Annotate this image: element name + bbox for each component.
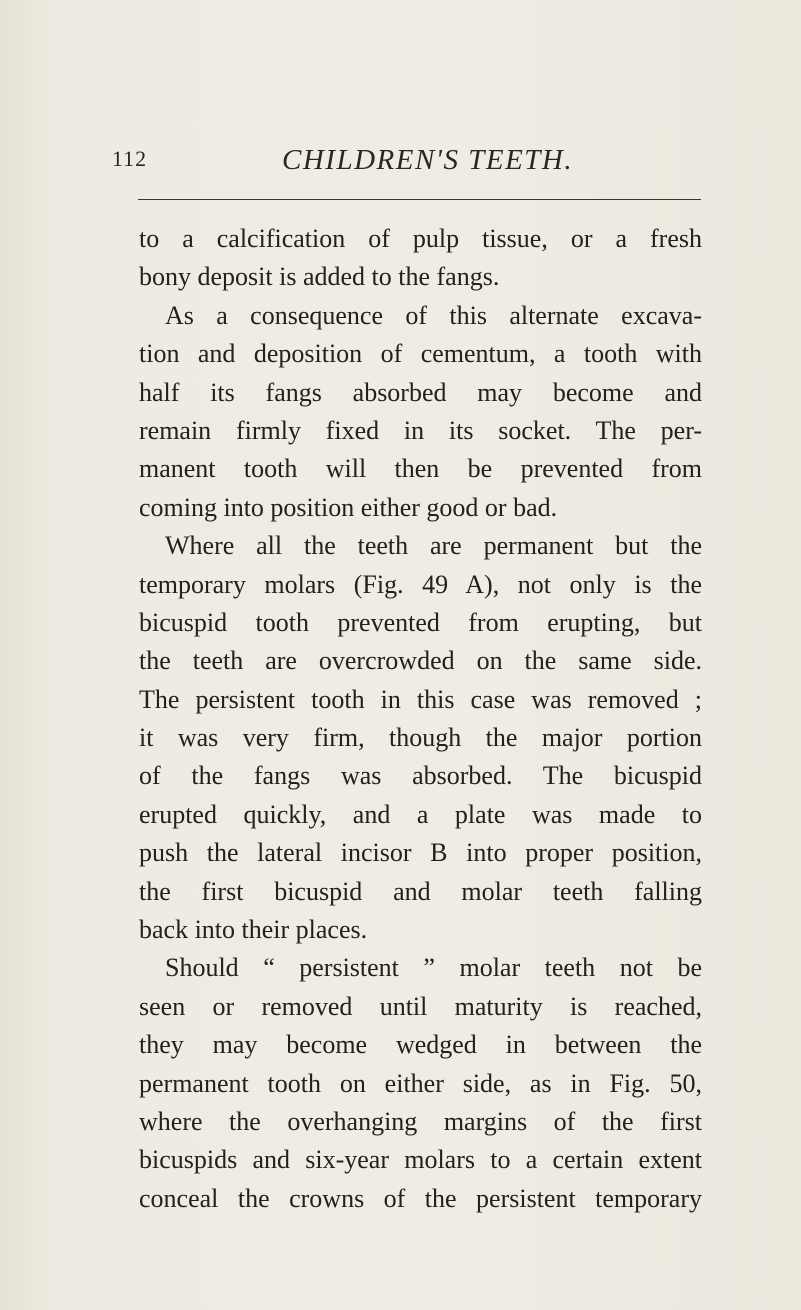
text-line: Should “ persistent ” molar teeth not be bbox=[165, 953, 702, 983]
text-line: bicuspids and six-year molars to a certain extent bbox=[139, 1145, 702, 1175]
text-line: they may become wedged in between the bbox=[139, 1030, 702, 1060]
text-line: half its fangs absorbed may become and bbox=[139, 377, 702, 407]
running-head bbox=[112, 144, 712, 178]
text-line: conceal the crowns of the persistent temporary bbox=[139, 1183, 702, 1213]
text-line: where the overhanging margins of the first bbox=[139, 1106, 702, 1136]
text-line: of the fangs was absorbed. The bicuspid bbox=[139, 761, 702, 791]
text-line: manent tooth will then be prevented from bbox=[139, 454, 702, 484]
body-text bbox=[139, 220, 702, 1218]
text-line: the first bicuspid and molar teeth falling bbox=[139, 876, 702, 906]
text-line: to a calcification of pulp tissue, or a fresh bbox=[139, 224, 702, 253]
text-line: As a consequence of this alternate excava- bbox=[165, 300, 702, 330]
text-line: the teeth are overcrowded on the same side. bbox=[139, 646, 702, 676]
text-line: coming into position either good or bad. bbox=[139, 492, 558, 522]
text-line: tion and deposition of cementum, a tooth with bbox=[139, 339, 702, 369]
running-title: CHILDREN'S TEETH. bbox=[282, 144, 574, 176]
text-line: permanent tooth on either side, as in Fig. 50, bbox=[139, 1068, 702, 1098]
text-line: it was very firm, though the major portion bbox=[139, 723, 702, 753]
text-line: bicuspid tooth prevented from erupting, but bbox=[139, 607, 702, 637]
text-line: Where all the teeth are permanent but the bbox=[165, 531, 702, 561]
text-line: bony deposit is added to the fangs. bbox=[139, 262, 500, 292]
text-line: erupted quickly, and a plate was made to bbox=[139, 799, 702, 829]
text-line: seen or removed until maturity is reached, bbox=[139, 991, 702, 1021]
text-line: temporary molars (Fig. 49 A), not only is the bbox=[139, 569, 702, 599]
page-number: 112 bbox=[112, 146, 148, 171]
header-rule bbox=[138, 199, 701, 200]
text-line: The persistent tooth in this case was removed ; bbox=[139, 684, 702, 714]
text-line: remain firmly fixed in its socket. The per- bbox=[139, 415, 702, 445]
text-line: back into their places. bbox=[139, 915, 368, 945]
text-line: push the lateral incisor B into proper position, bbox=[139, 838, 702, 868]
